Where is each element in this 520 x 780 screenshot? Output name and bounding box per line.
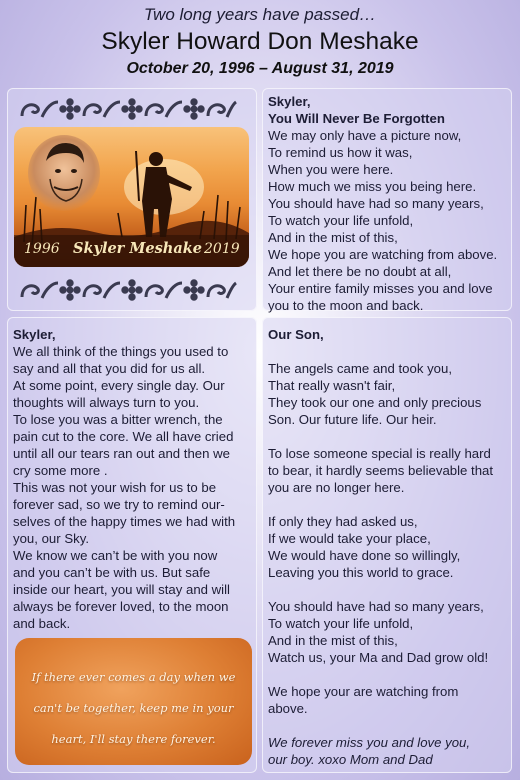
- poem-line: We may only have a picture now,: [268, 128, 462, 143]
- son-line: Watch us, your Ma and Dad grow old!: [268, 650, 489, 665]
- letter-line: and you can’t be with us. But safe: [13, 565, 211, 580]
- quote-card: [15, 638, 252, 765]
- portrait-face-graphic: [28, 135, 100, 211]
- letter-line: This was not your wish for us to be: [13, 480, 217, 495]
- memorial-dates: October 20, 1996 – August 31, 2019: [126, 60, 394, 77]
- son-line: We hope your are watching from: [268, 684, 459, 699]
- memorial-photo: [14, 127, 249, 267]
- letter-line: say and all that you did for us all.: [13, 361, 206, 376]
- letter-line: We know we can’t be with you now: [13, 548, 218, 563]
- poem-line: We hope you are watching from above.: [268, 247, 498, 262]
- photo-year-left: 1996: [24, 241, 60, 257]
- poem-heading-name: Skyler,: [268, 94, 311, 109]
- letter-line: cry some more .: [13, 463, 108, 478]
- poem-line: To watch your life unfold,: [268, 213, 414, 228]
- son-line: That really wasn't fair,: [268, 378, 396, 393]
- son-line: They took our one and only precious: [268, 395, 482, 410]
- photo-year-right: 2019: [204, 241, 240, 257]
- poem-line: you to the moon and back.: [268, 298, 424, 313]
- son-line: And in the mist of this,: [268, 633, 398, 648]
- poem-line: Your entire family misses you and love: [268, 281, 493, 296]
- letter-line: forever sad, so we try to remind our-: [13, 497, 225, 512]
- son-line: you are no longer here.: [268, 480, 405, 495]
- son-line: The angels came and took you,: [268, 361, 453, 376]
- our-son-heading: Our Son,: [268, 327, 324, 342]
- son-line: If only they had asked us,: [268, 514, 418, 529]
- son-line: We would have done so willingly,: [268, 548, 461, 563]
- son-line: Leaving you this world to grace.: [268, 565, 454, 580]
- son-line: above.: [268, 701, 308, 716]
- letter-line: until all our tears ran out and then we: [13, 446, 230, 461]
- son-closing: We forever miss you and love you,: [268, 735, 471, 750]
- poem-line: And in the mist of this,: [268, 230, 398, 245]
- poem-line: And let there be no doubt at all,: [268, 264, 452, 279]
- ornament-bottom: [20, 279, 238, 301]
- letter-text: [13, 326, 258, 632]
- quote-line: can't be together, keep me in your: [33, 701, 234, 715]
- poem-top: [268, 93, 513, 314]
- poem-line: How much we miss you being here.: [268, 179, 477, 194]
- letter-line: you, our Sky.: [13, 531, 89, 546]
- memorial-name: Skyler Howard Don Meshake: [101, 28, 419, 55]
- poem-heading-title: You Will Never Be Forgotten: [268, 111, 445, 126]
- ornament-top: [20, 98, 238, 120]
- son-line: You should have had so many years,: [268, 599, 484, 614]
- son-line: To lose someone special is really hard: [268, 446, 491, 461]
- letter-line: pain cut to the core. We all have cried: [13, 429, 234, 444]
- son-line: To watch your life unfold,: [268, 616, 414, 631]
- quote-line: heart, I'll stay there forever.: [51, 732, 216, 746]
- son-line: Son. Our future life. Our heir.: [268, 412, 437, 427]
- letter-line: We all think of the things you used to: [13, 344, 229, 359]
- letter-line: thoughts will always turn to you.: [13, 395, 200, 410]
- son-closing: our boy. xoxo Mom and Dad: [268, 752, 433, 767]
- portrait-inset: [28, 135, 100, 211]
- poem-line: When you were here.: [268, 162, 394, 177]
- photo-name: Skyler Meshake: [73, 240, 203, 257]
- quote-line: If there ever comes a day when we: [31, 670, 236, 684]
- letter-line: and back.: [13, 616, 71, 631]
- letter-line: selves of the happy times we had with: [13, 514, 236, 529]
- letter-line: inside our heart, you will stay and will: [13, 582, 230, 597]
- son-line: to bear, it hardly seems believable that: [268, 463, 494, 478]
- poem-line: You should have had so many years,: [268, 196, 484, 211]
- letter-line: At some point, every single day. Our: [13, 378, 225, 393]
- poem-line: To remind us how it was,: [268, 145, 413, 160]
- letter-line: To lose you was a bitter wrench, the: [13, 412, 223, 427]
- son-line: If we would take your place,: [268, 531, 431, 546]
- letter-line: always be forever loved, to the moon: [13, 599, 229, 614]
- our-son-text: [268, 326, 514, 768]
- intro-line: Two long years have passed…: [143, 5, 377, 24]
- quote-text: [15, 662, 252, 755]
- letter-heading: Skyler,: [13, 327, 56, 342]
